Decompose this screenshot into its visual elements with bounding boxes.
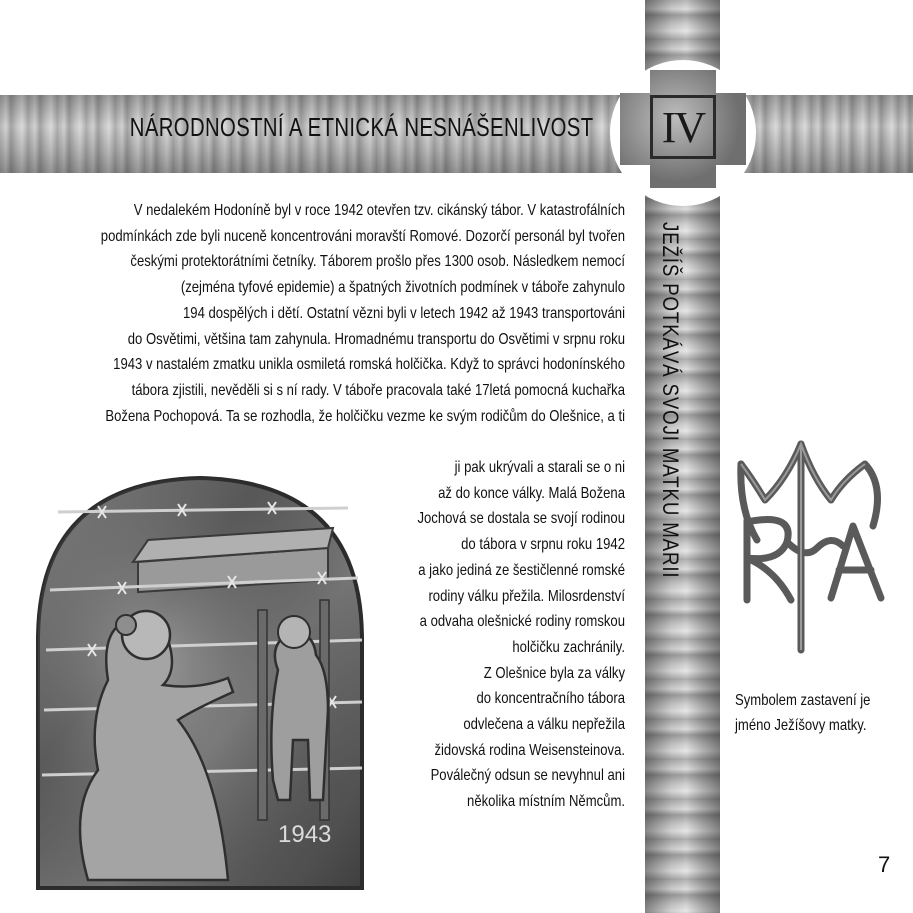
column-text bbox=[365, 455, 625, 815]
column-line: Z Olešnice byla za války bbox=[483, 664, 625, 682]
body-line: 194 dospělých i dětí. Ostatní vězni byli v letech 1942 až 1943 transportováni bbox=[183, 304, 626, 322]
column-line: do tábora v srpnu roku 1942 bbox=[461, 536, 625, 554]
body-line: tábora zjistili, nevěděli si s ní rady. V táboře pracovala také 17letá pomocná kuchařka bbox=[131, 381, 625, 399]
body-text bbox=[0, 198, 625, 429]
maria-monogram-icon bbox=[735, 430, 895, 660]
emblem-caption bbox=[735, 688, 910, 738]
station-numeral: IV bbox=[650, 95, 716, 159]
body-line: do Osvětimi, většina tam zahynula. Hromadnému transportu do Osvětimi v srpnu roku bbox=[127, 330, 625, 348]
station-title: JEŽÍŠ POTKÁVÁ SVOJI MATKU MARII bbox=[658, 222, 683, 579]
body-line: českými protektorátními četníky. Táborem prošlo přes 1300 osob. Následkem nemocí bbox=[130, 253, 625, 271]
column-line: rodiny válku přežila. Milosrdenství bbox=[428, 587, 625, 605]
chapter-heading: NÁRODNOSTNÍ A ETNICKÁ NESNÁŠENLIVOST bbox=[129, 112, 594, 142]
column-line: ji pak ukrývali a starali se o ni bbox=[454, 459, 625, 476]
body-line: podmínkách zde byli nuceně koncentrováni moravští Romové. Dozorčí personál byl tvořen bbox=[100, 227, 625, 245]
caption-line: jméno Ježíšovy matky. bbox=[735, 717, 867, 734]
body-line: (zejména tyfové epidemie) a špatných životních podmínek v táboře zahynulo bbox=[180, 279, 625, 297]
column-line: holčičku zachránily. bbox=[512, 638, 625, 656]
caption-line: Symbolem zastavení je bbox=[735, 692, 871, 709]
body-line: Božena Pochopová. Ta se rozhodla, že holčičku vezme ke svým rodičům do Olešnice, a ti bbox=[105, 407, 625, 425]
relief-year: 1943 bbox=[278, 821, 332, 848]
column-line: Jochová se dostala se svojí rodinou bbox=[417, 510, 625, 528]
body-line: 1943 v nastalém zmatku unikla osmiletá romská holčička. Když to správci hodonínského bbox=[113, 356, 625, 374]
column-line: do koncentračního tábora bbox=[476, 690, 625, 708]
column-line: Poválečný odsun se nevyhnul ani bbox=[430, 767, 625, 785]
column-line: odvlečena a válku nepřežila bbox=[463, 716, 625, 734]
column-line: až do konce války. Malá Božena bbox=[438, 484, 625, 502]
column-line: a jako jediná ze šestičlenné romské bbox=[418, 561, 625, 579]
column-line: několika místním Němcům. bbox=[467, 793, 625, 811]
relief-plaque-image bbox=[28, 470, 372, 890]
body-line: V nedalekém Hodoníně byl v roce 1942 otevřen tzv. cikánský tábor. V katastrofálních bbox=[133, 202, 626, 219]
page-number: 7 bbox=[878, 852, 891, 877]
column-line: a odvaha olešnické rodiny romskou bbox=[419, 613, 625, 631]
column-line: židovská rodina Weisensteinova. bbox=[434, 741, 625, 759]
